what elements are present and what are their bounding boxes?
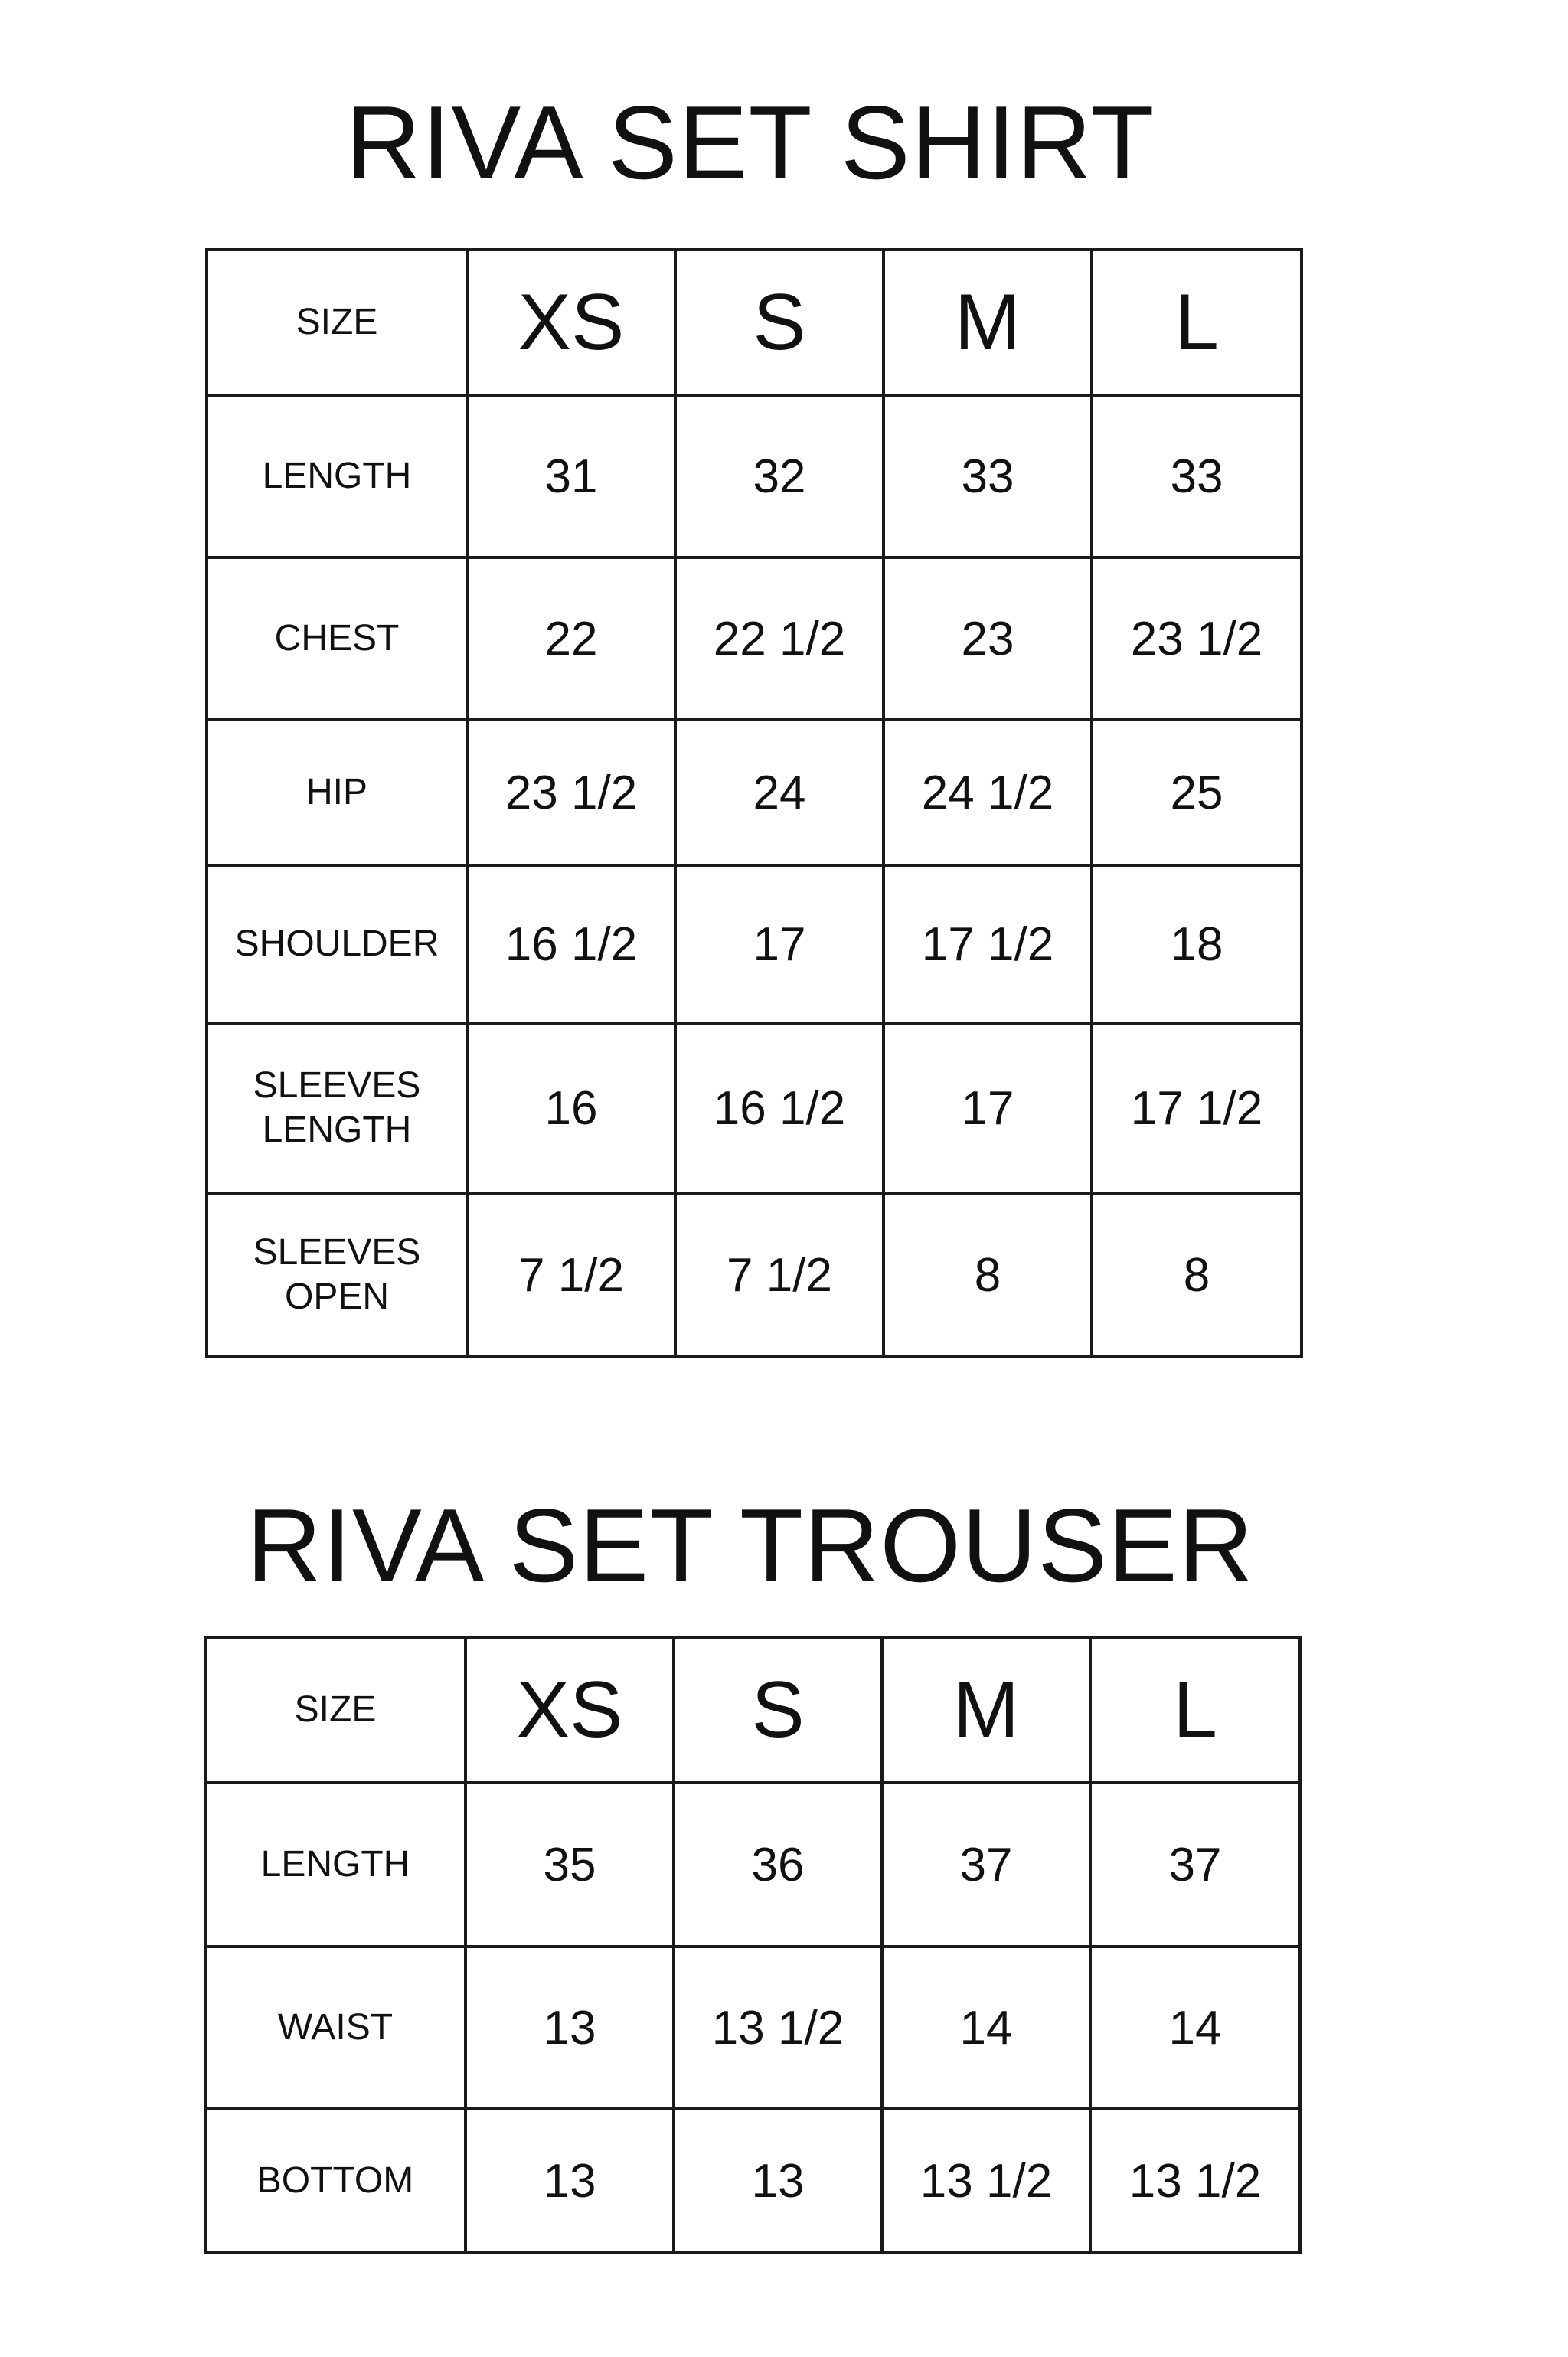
table-cell: 7 1/2: [467, 1193, 675, 1357]
row-label-length: LENGTH: [205, 1783, 466, 1947]
row-label-sleeves-open: SLEEVES OPEN: [207, 1193, 467, 1357]
table-cell: 13 1/2: [674, 1947, 882, 2109]
table-cell: 22: [467, 557, 675, 720]
size-header-m: M: [884, 250, 1092, 395]
row-label-hip: HIP: [207, 720, 467, 865]
row-label-waist: WAIST: [205, 1947, 466, 2109]
table-cell: 8: [1092, 1193, 1302, 1357]
table-cell: 13: [466, 1947, 674, 2109]
size-header-xs: XS: [466, 1637, 674, 1783]
size-header-l: L: [1092, 250, 1302, 395]
table-row: [205, 2109, 1300, 2253]
size-header-m: M: [882, 1637, 1090, 1783]
table-row: [207, 1193, 1302, 1357]
row-label-shoulder: SHOULDER: [207, 865, 467, 1023]
table-cell: 31: [467, 395, 675, 557]
size-header-s: S: [675, 250, 884, 395]
table-cell: 16 1/2: [467, 865, 675, 1023]
table-header-row: [207, 250, 1302, 395]
table-cell: 23: [884, 557, 1092, 720]
size-header-label: SIZE: [205, 1637, 466, 1783]
row-label-chest: CHEST: [207, 557, 467, 720]
table-row: [207, 1023, 1302, 1193]
table-cell: 13: [466, 2109, 674, 2253]
table-row: [207, 557, 1302, 720]
table-cell: 8: [884, 1193, 1092, 1357]
row-label-length: LENGTH: [207, 395, 467, 557]
table-cell: 16 1/2: [675, 1023, 884, 1193]
table-cell: 17 1/2: [1092, 1023, 1302, 1193]
size-header-s: S: [674, 1637, 882, 1783]
table-cell: 17 1/2: [884, 865, 1092, 1023]
size-header-xs: XS: [467, 250, 675, 395]
table-cell: 7 1/2: [675, 1193, 884, 1357]
row-label-sleeves-length: SLEEVES LENGTH: [207, 1023, 467, 1193]
shirt-chart-title: RIVA SET SHIRT: [345, 84, 1155, 201]
row-label-bottom: BOTTOM: [205, 2109, 466, 2253]
table-cell: 13 1/2: [1090, 2109, 1300, 2253]
size-header-label: SIZE: [207, 250, 467, 395]
size-header-l: L: [1090, 1637, 1300, 1783]
table-cell: 32: [675, 395, 884, 557]
table-cell: 33: [1092, 395, 1302, 557]
table-cell: 13: [674, 2109, 882, 2253]
table-cell: 37: [882, 1783, 1090, 1947]
table-cell: 14: [882, 1947, 1090, 2109]
trouser-chart-title: RIVA SET TROUSER: [247, 1487, 1254, 1603]
table-row: [207, 395, 1302, 557]
table-cell: 33: [884, 395, 1092, 557]
table-cell: 18: [1092, 865, 1302, 1023]
trouser-size-table: [204, 1636, 1302, 2254]
table-row: [207, 865, 1302, 1023]
table-cell: 37: [1090, 1783, 1300, 1947]
table-cell: 24: [675, 720, 884, 865]
table-cell: 25: [1092, 720, 1302, 865]
table-cell: 35: [466, 1783, 674, 1947]
table-cell: 23 1/2: [467, 720, 675, 865]
table-cell: 17: [675, 865, 884, 1023]
table-cell: 23 1/2: [1092, 557, 1302, 720]
table-cell: 22 1/2: [675, 557, 884, 720]
table-row: [205, 1783, 1300, 1947]
table-cell: 13 1/2: [882, 2109, 1090, 2253]
table-cell: 24 1/2: [884, 720, 1092, 865]
table-cell: 14: [1090, 1947, 1300, 2109]
table-header-row: [205, 1637, 1300, 1783]
table-row: [205, 1947, 1300, 2109]
shirt-size-table: [205, 248, 1303, 1358]
table-cell: 16: [467, 1023, 675, 1193]
table-cell: 17: [884, 1023, 1092, 1193]
table-cell: 36: [674, 1783, 882, 1947]
table-row: [207, 720, 1302, 865]
